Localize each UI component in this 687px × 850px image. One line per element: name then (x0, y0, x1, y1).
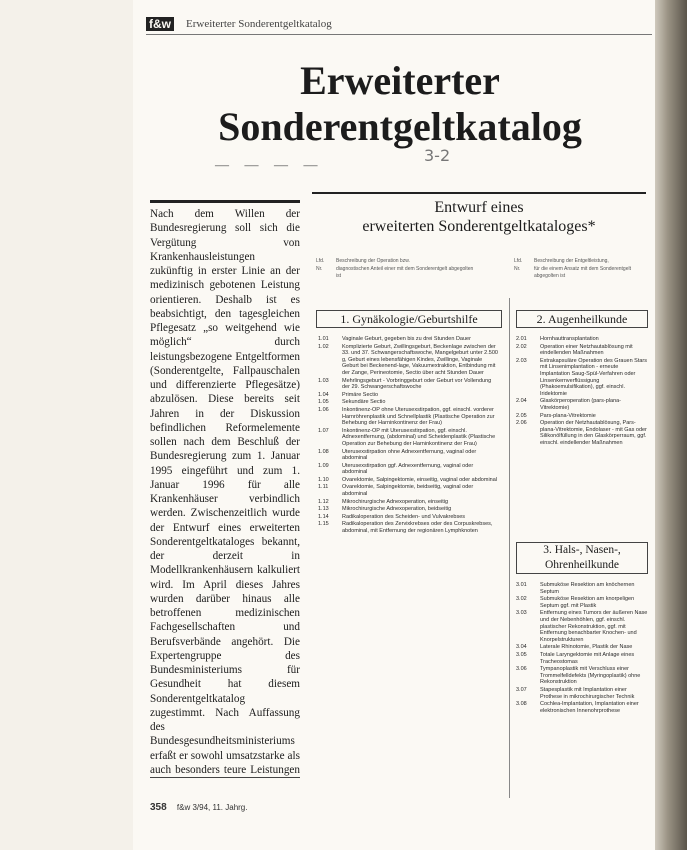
entry-code: 1.09 (318, 462, 329, 469)
publication-info: f&w 3/94, 11. Jahrg. (176, 803, 248, 812)
intro-text: Nach dem Willen der Bundesregierung soll sich die Vergütung von Krankenhausleistungen zukünftig in erster Linie an der medizinisch gebotenen Leistung orientieren. Deshalb ist es beabsichtigt, den tagesgleichen Pflegesatz „so weitgehend wie möglich“ durch leistungsbezogene Entgeltformen (Sonderentgelte, Fallpauschalen und differenzierte Pflegesätze) abzulösen. Diese bereits seit Jahren in der Diskussion befindlichen Reformelemente sollen nach dem Beschluß der Bundesregierung zum 1. Januar 1995 eingeführt und zum 1. Januar 1996 für alle Krankenhäuser verbindlich werden. Zwischenzeitlich wurde der Entwurf eines erweiterten Sonderentgeltkataloges bekannt, der derzeit in Modellkrankenhäusern kalkuliert wird. Im April dieses Jahres wurden darüber hinaus alle betroffenen medizinischen Fachgesellschaften und Berufsverbände angehört. Die Expertengruppe des Bundesministeriums für Gesundheit hat diesem Sonderentgeltkatalog zugestimmt. Nach Auffassung des Bundesgesundheitsministeriums erfaßt er sowohl umsatzstarke als auch besonders teure Leistungen (150, 200, 300, 778)
entry-description: Operation der Netzhautablösung, Pars-plana-Vitrektomie, Endolaser - mit Gas oder Silikonölfüllung in den Glaskörperraum, ggf. einschl. eindellender Maßnahmen (540, 420, 647, 446)
entry-description: Ovarektomie, Salpingektomie, einseitig, vaginal oder abdominal (342, 476, 498, 483)
page-number: 358 (150, 802, 167, 813)
catalog-entry (516, 420, 648, 446)
legend-left-key: Nr. (316, 266, 323, 272)
catalog-entry (318, 392, 500, 399)
decorative-dashes: — — — — (215, 158, 324, 173)
legend-right-text: Beschreibung der Entgeltleistung, (534, 258, 609, 264)
entry-code: 3.06 (516, 666, 527, 673)
page-footer (150, 802, 247, 813)
catalog-entry (318, 344, 500, 377)
entry-code: 2.01 (516, 336, 527, 342)
legend-left (316, 258, 486, 282)
catalog-entry (318, 463, 500, 476)
catalog-entry (516, 644, 648, 651)
catalog-entry (516, 701, 648, 714)
catalog-entry (318, 514, 500, 521)
catalog-entry (516, 652, 648, 665)
entry-description: Cochlea-Implantation, Implantation einer elektronischen Innenohrprothese (540, 701, 639, 714)
entry-description: Vaginale Geburt, gegeben bis zu drei Stunden Dauer (342, 336, 471, 342)
entry-code: 2.05 (516, 412, 527, 419)
draft-title (312, 192, 646, 236)
entry-description: Ovarektomie, Salpingektomie, beidseitig, vaginal oder abdominal (342, 484, 474, 498)
entry-description: Komplizierte Geburt, Zwillingsgeburt, Beckenlage zwischen der 33. und 37. Schwangerschaftswoche, Mangelgeburt unter 2.500 g, Geburt eines lebensfähigen Kindes, Zwillinge, Vaginale Geburt bei Beckenend-lage, Vakuumextraktion, Entbindung mit der Zange, Perineotomie, Sectio über acht Stunden Dauer (342, 343, 498, 376)
journal-logo: f&w (146, 17, 174, 31)
entry-code: 1.05 (318, 399, 329, 406)
running-header (146, 16, 652, 35)
catalog-entry (516, 687, 648, 700)
catalog-entry (318, 449, 500, 462)
entry-code: 1.12 (318, 498, 329, 505)
entry-description: Radikaloperation des Scheiden- und Vulvakrebses (342, 513, 466, 520)
legend-right-text: für die einem Ansatz mit dem Sonderentgelt abgegolten ist (534, 266, 631, 279)
catalog-entry (318, 484, 500, 497)
entry-description: Inkontinenz-OP mit Uterusexstirpation, ggf. einschl. Adnexentfernung, (abdominal) und Scheidenplastik (Plastische Operation zur Behebung der Harninkontinenz der Frau) (342, 427, 496, 447)
entry-code: 1.07 (318, 427, 329, 434)
catalog-entry (516, 336, 648, 343)
entry-code: 2.04 (516, 398, 527, 405)
entry-description: Primäre Sectio (342, 391, 379, 398)
entry-description: Pars-plana-Vitrektomie (540, 412, 596, 419)
catalog-entry (318, 336, 500, 343)
entry-description: Tympanoplastik mit Verschluss einer Trommelfelldefekts (Myringoplastik) ohne Rekonstruktion (540, 666, 641, 686)
entry-code: 3.08 (516, 701, 527, 708)
legend-right (514, 258, 654, 282)
title-line-1: Erweiterter (300, 58, 500, 103)
title-line-2: Sonderentgeltkatalog (218, 104, 582, 149)
entry-code: 3.04 (516, 644, 527, 651)
legend-left-text: Beschreibung der Operation bzw. (336, 258, 410, 264)
entry-code: 3.05 (516, 651, 527, 658)
catalog-entry (516, 596, 648, 609)
catalog-entry (318, 428, 500, 448)
entry-code: 1.01 (318, 336, 329, 342)
section-ent-entries (516, 582, 648, 792)
entry-description: Extrakapsuläre Operation des Grauen Stars mit Linsenimplantation - erneute Implantation Saug-Spül-Verfahren oder Linsenkernverflüssigung (Phakoemulsifikation), ggf. einschl. Iridektomie (540, 357, 648, 397)
entry-code: 3.03 (516, 610, 527, 617)
entry-description: Sekundäre Sectio (342, 399, 386, 406)
draft-title-line-2: erweiterten Sonderentgeltkataloges* (362, 218, 596, 235)
catalog-entry (516, 666, 648, 686)
draft-title-line-1: Entwurf eines (434, 199, 524, 216)
entry-code: 3.02 (516, 596, 527, 603)
catalog-entry (318, 521, 500, 534)
catalog-entry (318, 506, 500, 513)
section-heading-ophthalmology: 2. Augenheilkunde (516, 310, 648, 328)
catalog-entry (516, 582, 648, 595)
section-gynecology-entries (318, 336, 500, 796)
entry-code: 1.11 (318, 484, 329, 491)
catalog-entry (318, 499, 500, 506)
catalog-entry (318, 477, 500, 484)
handwritten-note: 3-2 (424, 146, 451, 165)
entry-description: Hornhauttransplantation (540, 336, 599, 342)
entry-description: Mehrlingsgeburt - Vorbringgeburt oder Geburt vor Vollendung der 29. Schwangerschaftswoche (342, 377, 492, 391)
catalog-entry (516, 398, 648, 411)
entry-description: Submuköse Resektion am knöchernen Septum (540, 582, 635, 595)
entry-code: 1.13 (318, 506, 329, 513)
entry-description: Submuköse Resektion am knorpeligen Septum ggf. mit Plastik (540, 596, 635, 609)
article-title (150, 58, 650, 150)
entry-description: Radikaloperation des Zervixkrebses oder des Corpuskrebses, abdominal, mit Entfernung der regionären Lymphknoten (342, 521, 493, 535)
entry-code: 2.02 (516, 343, 527, 350)
catalog-entry (318, 407, 500, 427)
legend-right-key: Lfd. (514, 258, 523, 264)
entry-code: 1.10 (318, 476, 329, 483)
entry-description: Glaskörperoperation (pars-plana-Vitrektomie) (540, 398, 622, 411)
entry-description: Stapesplastik mit Implantation einer Prothese in mikrochirurgischer Technik (540, 686, 635, 700)
running-title: Erweiterter Sonderentgeltkatalog (186, 18, 332, 30)
book-spine (655, 0, 687, 850)
entry-code: 1.15 (318, 521, 329, 528)
entry-code: 1.14 (318, 513, 329, 520)
entry-description: Inkontinenz-OP ohne Uterusexstirpation, ggf. einschl. vorderer Harnröhrenplastik und Schnellplastik (Plastische Operation zur Behebung der Harninkontinenz der Frau) (342, 406, 495, 427)
entry-code: 1.03 (318, 377, 329, 384)
draft-catalog (312, 192, 646, 236)
section-heading-ent (516, 542, 648, 574)
entry-description: Totale Laryngektomie mit Anlage eines Tracheostomas (540, 651, 635, 665)
section-heading-gynecology: 1. Gynäkologie/Geburtshilfe (316, 310, 502, 328)
catalog-entry (318, 399, 500, 406)
entry-code: 2.06 (516, 420, 527, 427)
entry-code: 1.04 (318, 391, 329, 398)
catalog-entry (516, 610, 648, 643)
catalog-entry (516, 358, 648, 398)
entry-code: 2.03 (516, 357, 527, 364)
entry-description: Mikrochirurgische Adnexoperation, beidseitig (342, 506, 452, 513)
entry-code: 3.01 (516, 582, 527, 588)
entry-description: Uterusexstirpation ggf. Adnexentfernung, vaginal oder abdominal (342, 462, 474, 476)
entry-description: Laterale Rhinotomie, Plastik der Nase (540, 644, 633, 651)
column-divider (509, 298, 510, 798)
catalog-entry (516, 413, 648, 420)
entry-description: Uterusexstirpation ohne Adnexentfernung, vaginal oder abdominal (342, 448, 477, 462)
section-heading-ent-text: 3. Hals-, Nasen-, Ohrenheilkunde (543, 544, 621, 571)
entry-code: 1.06 (318, 406, 329, 413)
entry-description: Operation einer Netzhautablösung mit eindellenden Maßnahmen (540, 343, 633, 357)
catalog-entry (318, 378, 500, 391)
legend-right-key: Nr. (514, 266, 521, 272)
legend-left-key: Lfd. (316, 258, 325, 264)
entry-code: 3.07 (516, 686, 527, 693)
entry-description: Entfernung eines Tumors der äußeren Nase und der Nebenhöhlen, ggf. einschl. plastischer Rekonstruktion, ggf. mit Entfernung benachbarter Knochen- und Knorpelstrukturen (540, 610, 648, 643)
entry-code: 1.02 (318, 343, 329, 350)
catalog-entry (516, 344, 648, 357)
section-ophthalmology-entries (516, 336, 648, 526)
entry-code: 1.08 (318, 448, 329, 455)
legend-left-text: diagnostischen Anteil einer mit dem Sonderentgelt abgegolten ist (336, 266, 474, 279)
entry-description: Mikrochirurgische Adnexoperation, einseitig (342, 498, 449, 505)
